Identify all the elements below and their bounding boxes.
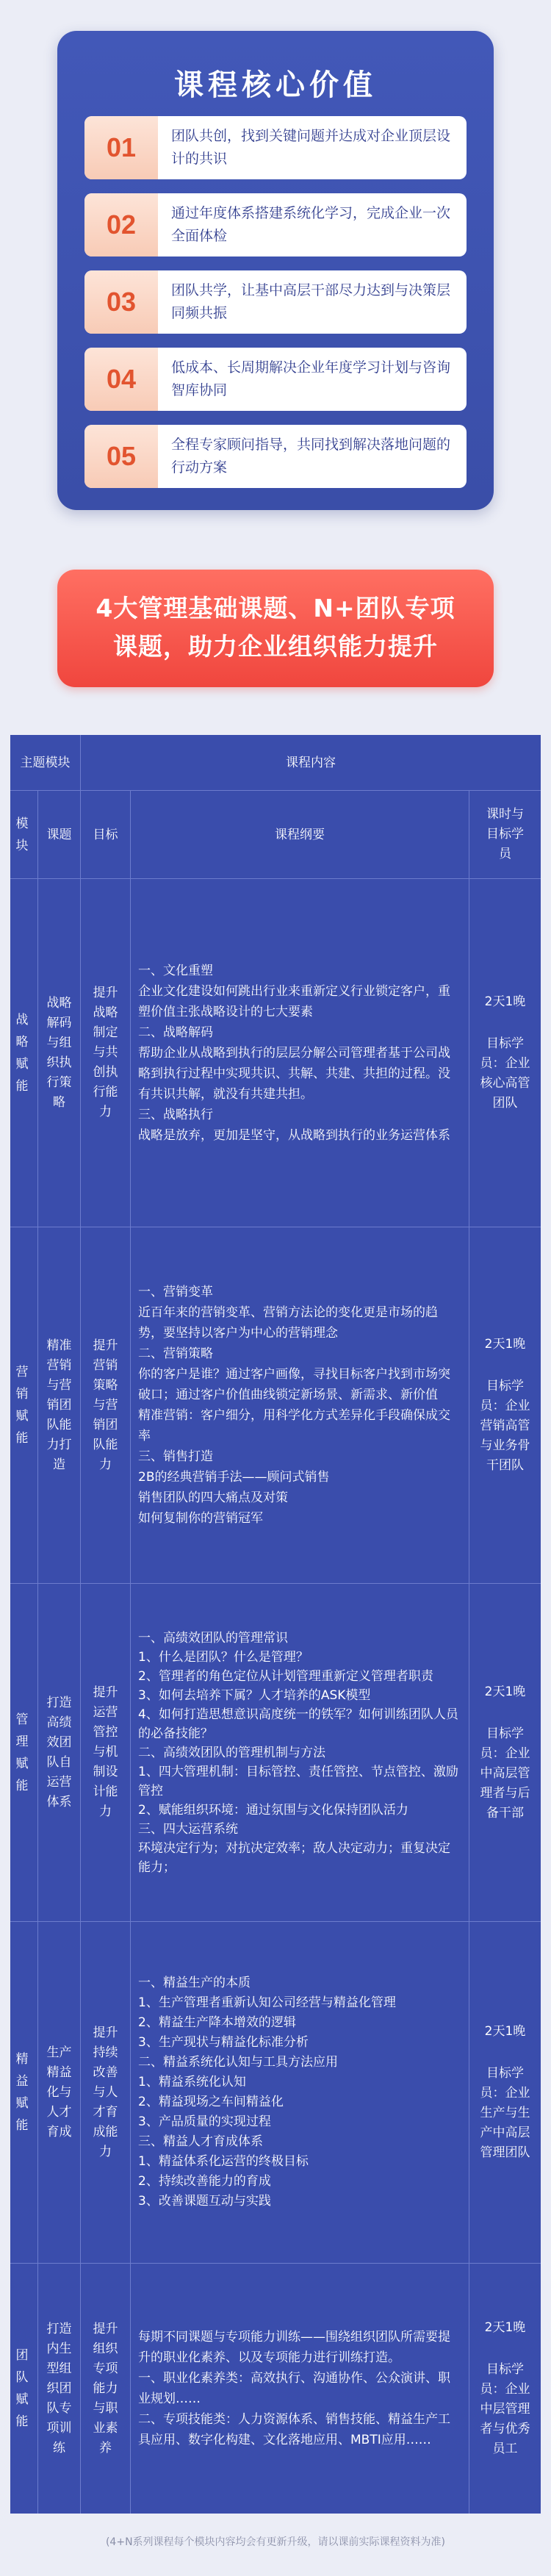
row-module [10, 879, 38, 1227]
row-time [469, 879, 541, 1227]
row-outline [131, 1227, 469, 1584]
col-header-outline-label: 课程纲要 [275, 827, 325, 842]
value-text: 团队共创，找到关键问题并达成对企业顶层设计的共识 [171, 128, 451, 167]
row-time [469, 1227, 541, 1584]
row-goal-label: 提升营销策略与营销团队能力 [93, 1338, 118, 1472]
row-goal-label: 提升持续改善与人才育成能力 [93, 2025, 118, 2159]
row-outline-text: 一、精益生产的本质 1、生产管理者重新认知公司经营与精益化管理 2、精益生产降本增效的逻辑 3、生产现状与精益化标准分析 二、精益系统化认知与工具方法应用 1、精益系统化认知 2、精益现场之车间精益化 3、产品质量的实现过程 三、精益人才育成体系 1、精益体系化运营的终极目标 2、持续改善能力的育成 3、改善课题互动与实践 [138, 1976, 396, 2209]
col-header-goal [81, 791, 131, 879]
row-goal [81, 1584, 131, 1922]
header-module-theme [10, 735, 81, 791]
row-module [10, 2264, 38, 2514]
row-time-audience: 目标学员：企业核心高管团队 [480, 1036, 530, 1111]
row-time-audience: 目标学员：企业中高层管理者与后备干部 [480, 1726, 530, 1820]
row-outline-text: 一、高绩效团队的管理常识 1、什么是团队？什么是管理？ 2、管理者的角色定位从计划管理重新定义管理者职责 3、如何去培养下属？人才培养的ASK模型 4、如何打造思想意识高度统一的铁军？如何训练团队人员的必备技能？ 二、高绩效团队的管理机制与方法 1、四大管理机制：目标管控、责任管控、节点管控、激励管控 2、赋能组织环境：通过氛围与文化保持团队活力 三、四大运营系统 环境决定行为；对抗决定效率；敌人决定动力；重复决定能力； [138, 1630, 458, 1875]
core-value-card [57, 31, 494, 510]
row-goal-label: 提升运营管控与机制设计能力 [93, 1685, 118, 1819]
value-text: 通过年度体系搭建系统化学习，完成企业一次全面体检 [171, 205, 451, 244]
row-time-audience: 目标学员：企业生产与生产中高层管理团队 [480, 2066, 530, 2160]
col-header-time [469, 791, 541, 879]
col-header-time-label: 课时与目标学员 [486, 807, 524, 861]
row-topic [38, 879, 81, 1227]
row-module [10, 1227, 38, 1584]
row-module-label: 管理赋能 [15, 1712, 33, 1793]
row-module-label: 营销赋能 [15, 1365, 33, 1446]
col-header-module [10, 791, 38, 879]
row-time [469, 2264, 541, 2514]
header-module-theme-label: 主题模块 [20, 755, 71, 770]
col-header-goal-label: 目标 [93, 827, 118, 842]
row-time-duration: 2天1晚 [484, 1684, 526, 1699]
row-module-label: 战略赋能 [15, 1012, 33, 1094]
value-text: 低成本、长周期解决企业年度学习计划与咨询智库协同 [171, 359, 451, 398]
value-text: 团队共学，让基中高层干部尽力达到与决策层同频共振 [171, 282, 451, 321]
curriculum-table [10, 735, 541, 2514]
core-value-title: 课程核心价值 [174, 68, 377, 102]
row-outline [131, 879, 469, 1227]
value-number: 03 [84, 270, 158, 334]
row-time [469, 1922, 541, 2264]
row-topic-label: 打造内生型组织团队专项训练 [46, 2321, 72, 2455]
row-module [10, 1922, 38, 2264]
value-number: 01 [84, 116, 158, 179]
value-item [84, 193, 467, 256]
value-text: 全程专家顾问指导，共同找到解决落地问题的行动方案 [171, 437, 451, 476]
row-goal-label: 提升组织专项能力与职业素养 [93, 2321, 118, 2455]
row-topic [38, 1922, 81, 2264]
row-module-label: 团队赋能 [15, 2348, 33, 2429]
col-header-outline [131, 791, 469, 879]
col-header-module-label: 模块 [15, 816, 33, 853]
row-time-duration: 2天1晚 [484, 994, 526, 1009]
row-outline-text: 一、营销变革 近百年来的营销变革、营销方法论的变化更是市场的趋势，要坚持以客户为中心的营销理念 二、营销策略 你的客户是谁？通过客户画像，寻找目标客户找到市场突破口；通过客户价值曲线锁定新场景、新需求、新价值 精准营销：客户细分，用科学化方式差异化手段确保成交率 三、销售打造 2B的经典营销手法——顾问式销售 销售团队的四大痛点及对策 如何复制你的营销冠军 [138, 1285, 450, 1526]
row-outline-text: 每期不同课题与专项能力训练——围绕组织团队所需要提升的职业化素养、以及专项能力进行训练打造。 一、职业化素养类：高效执行、沟通协作、公众演讲、职业规划…… 二、专项技能类：人力资源体系、销售技能、精益生产工具应用、数字化构建、文化落地应用、MBTI应用…… [138, 2330, 450, 2447]
row-goal [81, 1227, 131, 1584]
row-goal-label: 提升战略制定与共创执行能力 [93, 986, 118, 1119]
row-time-duration: 2天1晚 [484, 2024, 526, 2039]
row-time-audience: 目标学员：企业中层管理者与优秀员工 [480, 2362, 530, 2456]
row-outline [131, 2264, 469, 2514]
value-item [84, 425, 467, 488]
row-time-duration: 2天1晚 [484, 2320, 526, 2335]
value-number: 02 [84, 193, 158, 256]
value-item [84, 348, 467, 411]
row-module [10, 1584, 38, 1922]
row-outline-text: 一、文化重塑 企业文化建设如何跳出行业来重新定义行业锁定客户，重塑价值主张战略设计的七大要素 二、战略解码 帮助企业从战略到执行的层层分解公司管理者基于公司战略到执行过程中实现共识、共解、共建、共担的过程。没有共识共解，就没有共建共担。 三、战略执行 战略是放弃，更加是坚守，从战略到执行的业务运营体系 [138, 963, 450, 1143]
col-header-topic [38, 791, 81, 879]
banner-line-1: 4大管理基础课题、N+团队专项 [96, 594, 455, 623]
row-module-label: 精益赋能 [15, 2052, 33, 2133]
row-topic [38, 1584, 81, 1922]
row-topic [38, 2264, 81, 2514]
row-topic-label: 打造高绩效团队自运营体系 [46, 1695, 72, 1809]
row-topic-label: 精准营销与营销团队能力打造 [46, 1338, 72, 1472]
footnote: (4+N系列课程每个模块内容均会有更新升级，请以课前实际课程资料为准) [105, 2536, 446, 2548]
col-header-topic-label: 课题 [46, 827, 72, 842]
value-item [84, 270, 467, 334]
row-outline [131, 1584, 469, 1922]
row-topic-label: 生产精益化与人才育成 [46, 2045, 72, 2139]
value-number: 05 [84, 425, 158, 488]
value-number: 04 [84, 348, 158, 411]
header-course-content [81, 735, 541, 791]
row-topic [38, 1227, 81, 1584]
row-topic-label: 战略解码与组织执行策略 [46, 995, 72, 1110]
value-item [84, 116, 467, 179]
header-course-content-label: 课程内容 [286, 755, 336, 770]
row-time [469, 1584, 541, 1922]
row-goal [81, 1922, 131, 2264]
banner-line-2: 课题，助力企业组织能力提升 [113, 632, 438, 661]
row-outline [131, 1922, 469, 2264]
row-goal [81, 2264, 131, 2514]
row-time-audience: 目标学员：企业营销高管与业务骨干团队 [480, 1379, 530, 1473]
row-goal [81, 879, 131, 1227]
program-banner [57, 570, 494, 687]
row-time-duration: 2天1晚 [484, 1337, 526, 1352]
